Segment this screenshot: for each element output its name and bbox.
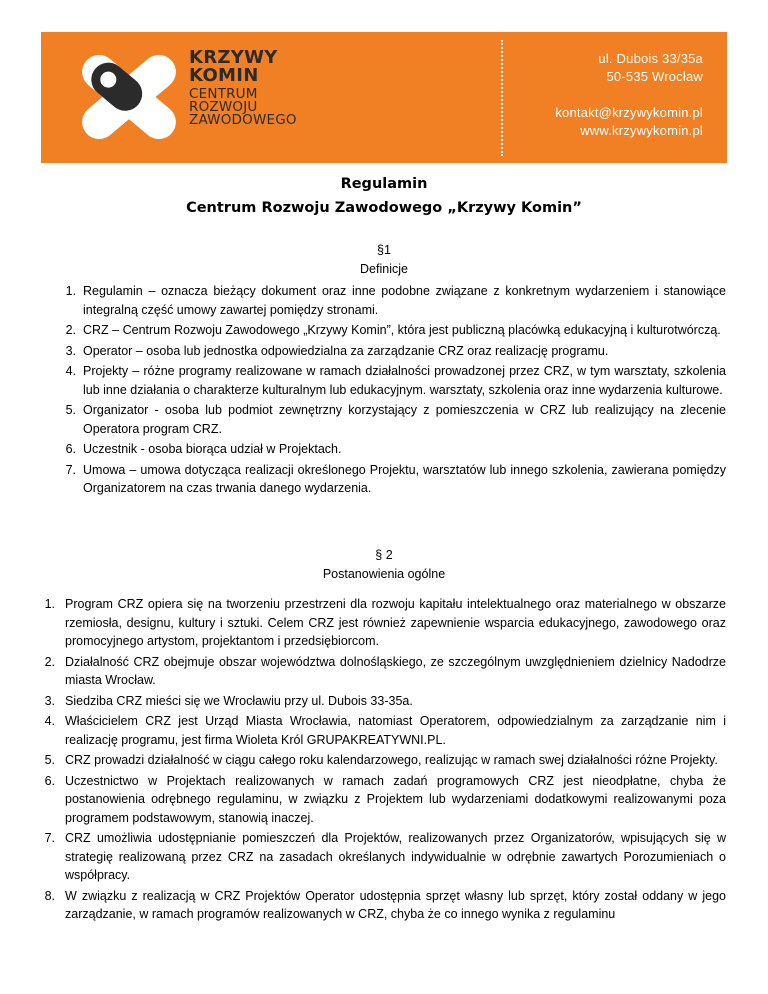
list-item: 6. Uczestnictwo w Projektach realizowanych w ramach zadań programowych CRZ jest nieodpłatne, chyba że postanowienia odrębnego regulaminu, w związku z Projektem lub wydarzeniami dodatkowymi realizowanymi poza programem podstawowym, stanowią inaczej. <box>44 773 726 825</box>
section-2-symbol: § 2 <box>375 548 393 562</box>
address-street: ul. Dubois 33/35a <box>598 51 703 66</box>
email-link[interactable]: kontakt@krzywykomin.pl <box>555 105 703 120</box>
brand-line: KRZYWY <box>189 47 278 68</box>
list-item: 4. Właścicielem CRZ jest Urząd Miasta Wrocławia, natomiast Operatorem, odpowiedzialnym za zarządzanie nim i realizację programu, jest firma Wioleta Król GRUPAKREATYWNI.PL. <box>44 714 726 747</box>
list-item: 7. CRZ umożliwia udostępnianie pomieszczeń dla Projektów, realizowanych przez Organizatorów, wpisujących się w strategię realizowaną przez CRZ na zasadach określanych indywidualnie w odrębnie zawartych Porozumieniach o współpracy. <box>44 831 726 882</box>
brand-line: CENTRUM <box>189 86 258 102</box>
address-block <box>598 50 703 86</box>
brand-line: KOMIN <box>189 65 259 86</box>
dotted-divider <box>501 40 503 156</box>
document-subtitle: Centrum Rozwoju Zawodowego „Krzywy Komin” <box>186 200 582 216</box>
list-item: 2. Działalność CRZ obejmuje obszar województwa dolnośląskiego, ze szczególnym uwzględnieniem dzielnicy Nadodrze miasta Wrocław. <box>44 654 726 687</box>
brand-line: ZAWODOWEGO <box>189 112 297 128</box>
list-item: 5. Organizator - osoba lub podmiot zewnętrzny korzystający z pomieszczenia w CRZ lub realizujący na zlecenie Operatora program CRZ. <box>65 403 726 436</box>
section-2-heading: Postanowienia ogólne <box>322 567 446 581</box>
brand-line: ROZWOJU <box>189 99 258 115</box>
list-item: 6. Uczestnik - osoba biorąca udział w Projektach. <box>65 442 342 456</box>
document-title: Regulamin <box>340 176 428 192</box>
section-1-heading: Definicje <box>360 262 408 276</box>
website-link[interactable]: www.krzywykomin.pl <box>580 123 703 138</box>
list-item: 2. CRZ – Centrum Rozwoju Zawodowego „Krzywy Komin”, która jest publiczną placówką edukacyjną i kulturotwórczą. <box>65 323 721 337</box>
brand-name <box>189 49 297 127</box>
section-1-symbol: §1 <box>377 243 391 257</box>
list-item: 3. Siedziba CRZ mieści się we Wrocławiu przy ul. Dubois 33-35a. <box>44 693 413 708</box>
general-provisions-list <box>18 595 726 926</box>
list-item: 1. Program CRZ opiera się na tworzeniu przestrzeni dla rozwoju kapitału intelektualnego oraz materialnego w obszarze rzemiosła, designu, kultury i sztuki. Celem CRZ jest również zapewnienie wsparcia edukacyjnego, zawodowego oraz promocyjnego artystom, projektantom i przedsiębiorcom. <box>44 597 726 648</box>
definitions-list <box>52 282 726 500</box>
list-item: 1. Regulamin – oznacza bieżący dokument oraz inne podobne związane z konkretnym wydarzeniem i stanowiące integralną część umowy zawartej pomiędzy stronami. <box>65 284 726 317</box>
list-item: 7. Umowa – umowa dotycząca realizacji określonego Projektu, warsztatów lub innego szkolenia, zawierana pomiędzy Organizatorem na czas trwania danego wydarzenia. <box>65 462 726 495</box>
letterhead-banner <box>41 32 727 163</box>
list-item: 8. W związku z realizacją w CRZ Projektów Operator udostępnia sprzęt własny lub sprzęt, który został oddany w jego zarządzanie, w ramach programów realizowanych w CRZ, chyba że co innego wynika z regulaminu <box>44 888 726 921</box>
contact-block <box>555 104 703 140</box>
krzywy-komin-logo-icon <box>75 50 183 144</box>
list-item: 5. CRZ prowadzi działalność w ciągu całego roku kalendarzowego, realizując w ramach swej działalności różne Projekty. <box>44 753 718 767</box>
list-item: 4. Projekty – różne programy realizowane w ramach działalności prowadzonej przez CRZ, w tym warsztaty, szkolenia lub inne działania o charakterze kulturalnym lub edukacyjnym. warsztaty, szkolenia oraz inne wydarzenia kulturowe. <box>65 364 726 397</box>
list-item: 3. Operator – osoba lub jednostka odpowiedzialna za zarządzanie CRZ oraz realizację programu. <box>65 343 609 358</box>
address-city: 50-535 Wrocław <box>606 69 703 84</box>
